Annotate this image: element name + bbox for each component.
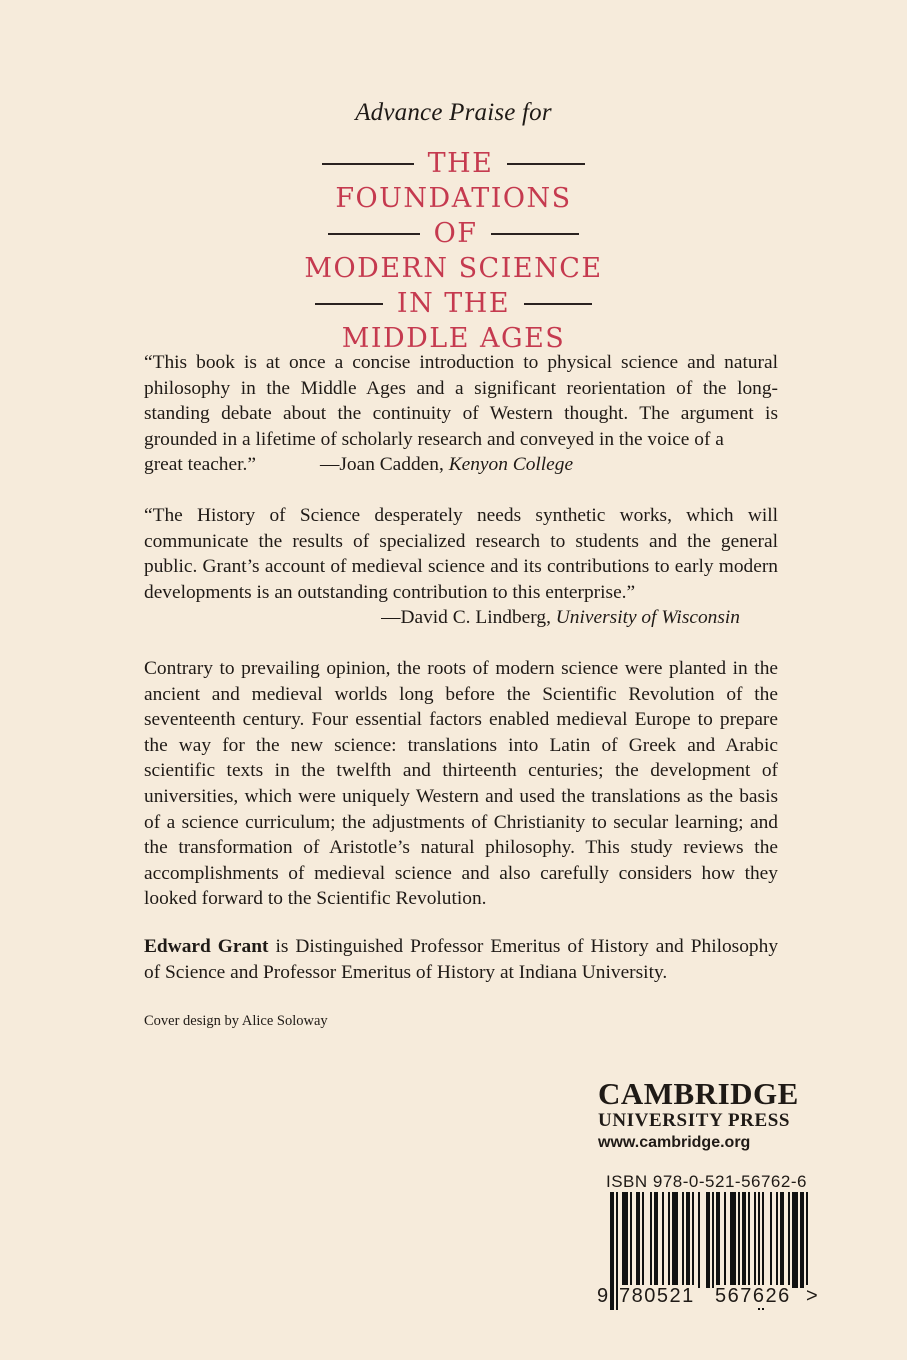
quote-text: “This book is at once a concise introduction to physical science and natural philosophy in the Middle Ages and a significant reorientation of the long-standing debate about the continuity of Western thought. The argument is grounded in a lifetime of scholarly research and conveyed in the voice of a bbox=[144, 352, 778, 450]
title-rule bbox=[322, 163, 414, 165]
barcode-bar bbox=[662, 1192, 664, 1288]
author-name: Edward Grant bbox=[144, 936, 269, 957]
quote-text: “The History of Science desperately needs synthetic works, which will communicate the results of specialized research to students and the general public. Grant’s account of medieval science and its contributions to early modern developments is an outstanding contribution to this enterprise.” bbox=[144, 505, 778, 603]
barcode-bar bbox=[692, 1192, 694, 1288]
title-text: OF bbox=[433, 218, 478, 249]
title-text: FOUNDATIONS bbox=[335, 183, 572, 214]
title-line-4 bbox=[0, 251, 907, 286]
barcode-bar bbox=[770, 1192, 772, 1288]
barcode-bar bbox=[682, 1192, 684, 1288]
barcode-bar bbox=[780, 1192, 784, 1288]
barcode-bar bbox=[622, 1192, 628, 1288]
title-text: MIDDLE AGES bbox=[341, 323, 566, 354]
barcode-bar bbox=[706, 1192, 710, 1288]
title-rule bbox=[315, 303, 383, 305]
attribution-affiliation: University of Wisconsin bbox=[555, 607, 740, 629]
barcode-bar bbox=[738, 1192, 740, 1288]
barcode-bar bbox=[800, 1192, 804, 1288]
author-bio-text: is Distinguished Professor Emeritus of History and Philosophy of Science and Professor Emeritus of History at Indiana University. bbox=[144, 936, 779, 983]
attribution-name: —David C. Lindberg, bbox=[381, 607, 551, 629]
attribution-name: —Joan Cadden, bbox=[319, 454, 444, 476]
barcode-bar bbox=[754, 1192, 756, 1288]
quote-text-end: great teacher.” bbox=[144, 454, 256, 476]
title-line-1 bbox=[0, 146, 907, 181]
publisher-name: CAMBRIDGE bbox=[598, 1076, 799, 1111]
barcode-bar bbox=[776, 1192, 778, 1288]
barcode-digit-first: 9 bbox=[597, 1285, 609, 1307]
attribution-affiliation: Kenyon College bbox=[448, 454, 574, 476]
title-rule bbox=[524, 303, 592, 305]
barcode-bar bbox=[712, 1192, 714, 1288]
publisher-logo bbox=[598, 1078, 838, 1154]
barcode-bar bbox=[748, 1192, 750, 1288]
title-line-2 bbox=[0, 181, 907, 216]
title-rule bbox=[507, 163, 585, 165]
barcode-digits bbox=[596, 1285, 822, 1313]
barcode-bar bbox=[630, 1192, 632, 1288]
title-text: IN THE bbox=[396, 288, 511, 319]
title-line-5 bbox=[0, 286, 907, 321]
barcode-bar bbox=[636, 1192, 640, 1288]
quote-lindberg bbox=[144, 503, 778, 631]
barcode-bar bbox=[672, 1192, 678, 1288]
title-rule bbox=[491, 233, 579, 235]
author-bio bbox=[144, 934, 778, 985]
barcode-digits-left: 780521 bbox=[619, 1285, 695, 1307]
title-text: THE bbox=[427, 148, 494, 179]
title-line-3 bbox=[0, 216, 907, 251]
title-rule bbox=[328, 233, 420, 235]
barcode-bar bbox=[742, 1192, 746, 1288]
barcode-bar bbox=[698, 1192, 700, 1288]
praise-heading: Advance Praise for bbox=[355, 99, 552, 126]
quote-attribution bbox=[144, 605, 778, 631]
publisher-subtitle: UNIVERSITY PRESS bbox=[598, 1110, 791, 1131]
book-description bbox=[144, 656, 778, 912]
barcode-bar bbox=[716, 1192, 720, 1288]
barcode-bar bbox=[788, 1192, 790, 1288]
barcode-bar bbox=[806, 1192, 808, 1288]
barcode-bar bbox=[642, 1192, 644, 1288]
title-text: MODERN SCIENCE bbox=[304, 253, 603, 284]
publisher-url: www.cambridge.org bbox=[598, 1134, 751, 1151]
barcode-quiet-mark: > bbox=[806, 1285, 818, 1307]
barcode-bar bbox=[686, 1192, 690, 1288]
cover-credit: Cover design by Alice Soloway bbox=[144, 1013, 328, 1029]
isbn-number: ISBN 978-0-521-56762-6 bbox=[606, 1172, 807, 1191]
quote-cadden bbox=[144, 350, 778, 478]
book-title bbox=[0, 146, 907, 356]
barcode-bar bbox=[724, 1192, 726, 1288]
description-text: Contrary to prevailing opinion, the roots of modern science were planted in the ancient and medieval worlds long before the Scientific Revolution of the seventeenth century. Four essential factors enabled medieval Europe to prepare the way for the new science: translations into Latin of Greek and Arabic scientific texts in the twelfth and thirteenth centuries; the development of universities, which were uniquely Western and used the translations as the basis of a science curriculum; the adjustments of Christianity to secular learning; and the transformation of Aristotle’s natural philosophy. This study reviews the accomplishments of medieval science and also carefully considers how they looked forward to the Scientific Revolution. bbox=[144, 658, 778, 910]
barcode-bar bbox=[654, 1192, 658, 1288]
quote-last-line bbox=[144, 452, 778, 478]
barcode-digits-right: 567626 bbox=[715, 1285, 791, 1307]
barcode-bar bbox=[730, 1192, 736, 1288]
quote-attribution bbox=[320, 452, 573, 478]
barcode-bar bbox=[668, 1192, 670, 1288]
barcode-bar bbox=[650, 1192, 652, 1288]
barcode-bar bbox=[792, 1192, 798, 1288]
